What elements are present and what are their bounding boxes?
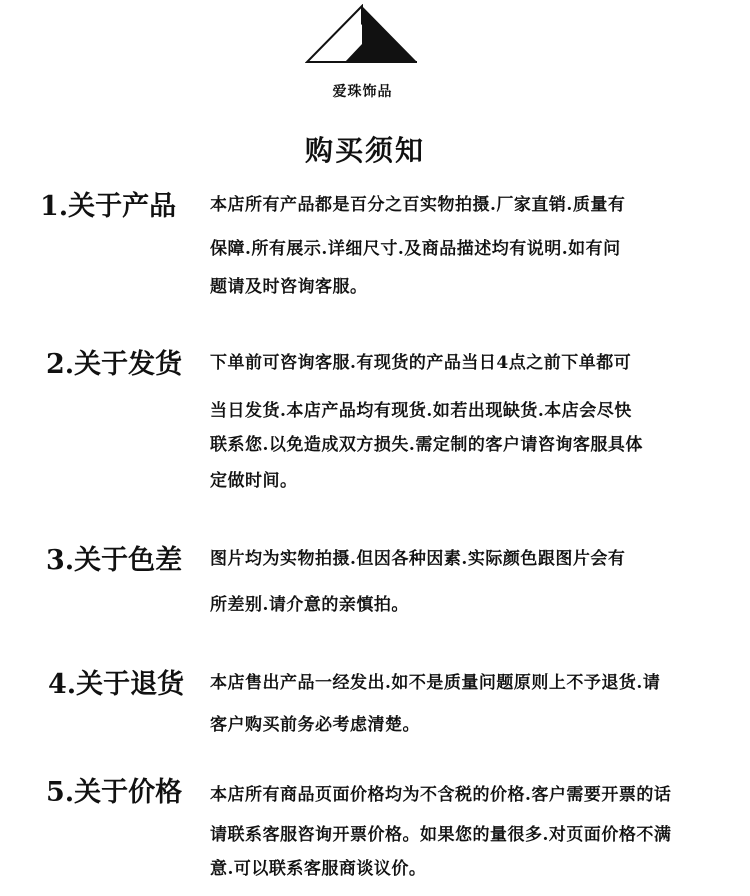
section-line: 所差别.请介意的亲慎拍。 (210, 595, 409, 615)
section-heading: 5.关于价格 (46, 777, 183, 808)
section-line: 请联系客服咨询开票价格。如果您的量很多.对页面价格不满 (210, 825, 672, 845)
section-line: 下单前可咨询客服.有现货的产品当日4点之前下单都可 (210, 353, 632, 373)
page-title: 购买须知 (304, 134, 425, 167)
section-heading: 3.关于色差 (46, 545, 183, 576)
section-line: 客户购买前务必考虑清楚。 (210, 715, 420, 735)
diamond-triangle-logo-icon (305, 4, 420, 76)
section-line: 保障.所有展示.详细尺寸.及商品描述均有说明.如有问 (210, 239, 621, 259)
brand-logo (305, 4, 420, 104)
brand-name: 爱珠饰品 (332, 84, 393, 100)
section-heading: 4.关于退货 (48, 669, 185, 700)
section-line: 本店所有产品都是百分之百实物拍摄.厂家直销.质量有 (210, 195, 626, 215)
section-heading: 1.关于产品 (40, 191, 177, 222)
section-line: 当日发货.本店产品均有现货.如若出现缺货.本店会尽快 (210, 401, 632, 421)
section-line: 联系您.以免造成双方损失.需定制的客户请咨询客服具体 (210, 435, 643, 455)
section-line: 意.可以联系客服商谈议价。 (210, 859, 427, 879)
section-line: 定做时间。 (210, 471, 298, 491)
section-line: 图片均为实物拍摄.但因各种因素.实际颜色跟图片会有 (210, 549, 626, 569)
section-line: 本店售出产品一经发出.如不是质量问题原则上不予退货.请 (210, 673, 661, 693)
section-line: 本店所有商品页面价格均为不含税的价格.客户需要开票的话 (210, 785, 672, 805)
section-line: 题请及时咨询客服。 (210, 277, 368, 297)
section-heading: 2.关于发货 (46, 349, 183, 380)
